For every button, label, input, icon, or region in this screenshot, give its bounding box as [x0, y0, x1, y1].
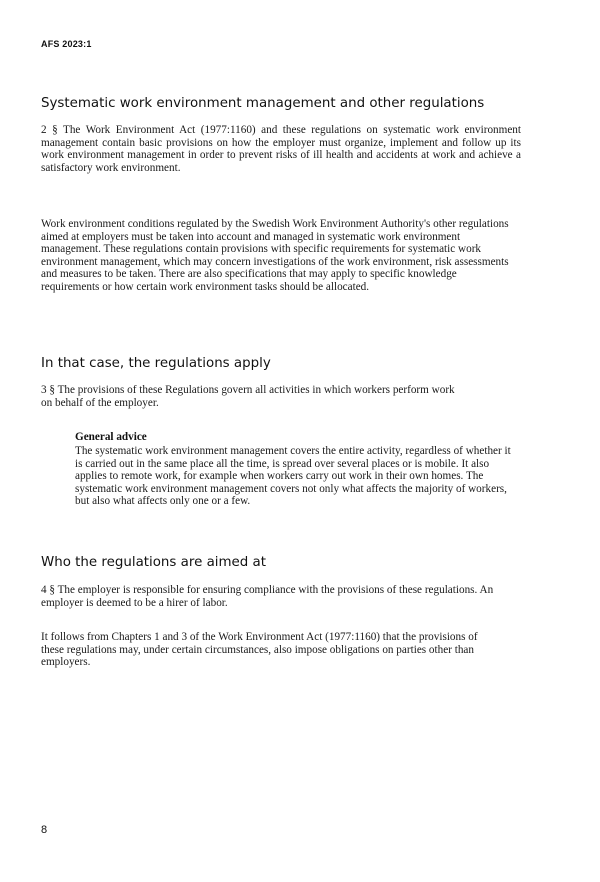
section-heading-scope: In that case, the regulations apply: [41, 356, 271, 371]
paragraph-other-regulations: Work environment conditions regulated by the Swedish Work Environment Authority's other regulations aimed at employers must be taken into account and managed in systematic work environment management. These regulations contain provisions with specific requirements for systematic work environment management, which may concern investigations of the work environment, risk assessments and measures to be taken. There are also specifications that may apply to specific knowledge requirements or how certain work environment tasks should be allocated.: [41, 218, 509, 293]
section-heading-systematic-management: Systematic work environment management and other regulations: [41, 96, 485, 111]
document-code: AFS 2023:1: [41, 39, 92, 49]
paragraph-section-2: 2 § The Work Environment Act (1977:1160) and these regulations on systematic work environment management contain basic provisions on how the employer must organize, implement and follow up its work environment management in order to prevent risks of ill health and accidents at work and achieve a satisfactory work environment.: [41, 124, 521, 174]
section-heading-target: Who the regulations are aimed at: [41, 555, 266, 570]
page-number: 8: [41, 824, 48, 836]
paragraph-section-4: 4 § The employer is responsible for ensuring compliance with the provisions of these regulations. An employer is deemed to be a hirer of labor.: [41, 584, 494, 609]
paragraph-section-3: 3 § The provisions of these Regulations govern all activities in which workers perform work on behalf of the employer.: [41, 384, 455, 409]
general-advice-title: General advice: [75, 431, 147, 443]
paragraph-chapters-reference: It follows from Chapters 1 and 3 of the Work Environment Act (1977:1160) that the provisions of these regulations may, under certain circumstances, also impose obligations on parties other than employers.: [41, 631, 478, 669]
general-advice-text: The systematic work environment management covers the entire activity, regardless of whether it is carried out in the same place all the time, is spread over several places or is mobile. It also applies to remote work, for example when workers carry out work in their own homes. The systematic work environment management covers not only what affects the majority of workers, but also what affects only one or a few.: [75, 445, 511, 508]
